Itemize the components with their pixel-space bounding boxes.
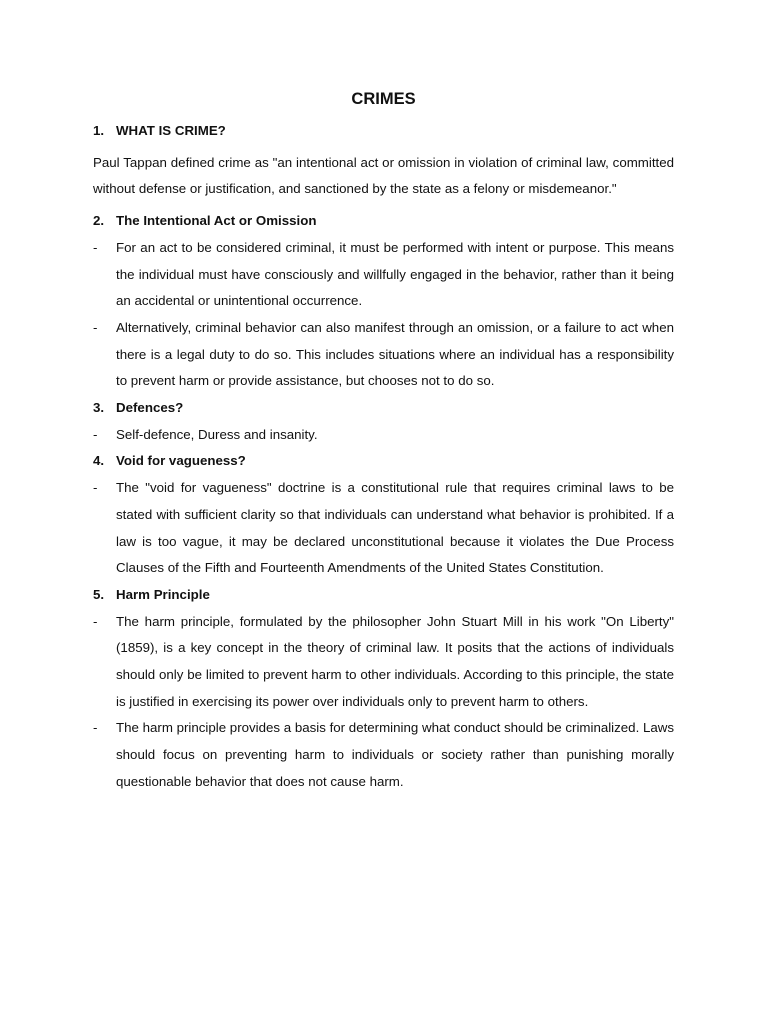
list-item: [93, 609, 674, 716]
list-item: [93, 475, 674, 582]
section-number: 1.: [93, 123, 105, 138]
section-heading-5: [93, 582, 674, 609]
list-item-text: The harm principle provides a basis for determining what conduct should be criminalized. Laws should focus on preventing harm to individuals or society rather than punishing morally questionable behavior that does not cause harm.: [116, 720, 675, 789]
bullet-marker: -: [93, 239, 98, 255]
section-title: The Intentional Act or Omission: [116, 213, 317, 229]
section-title: Void for vagueness?: [116, 453, 246, 469]
list-item: [93, 715, 674, 795]
list-item-text: The harm principle, formulated by the philosopher John Stuart Mill in his work "On Liberty" (1859), is a key concept in the theory of criminal law. It posits that the actions of individuals should only be limited to prevent harm to other individuals. According to this principle, the state is justified in exercising its power over individuals only to prevent harm to others.: [116, 613, 674, 709]
bullet-marker: -: [93, 480, 98, 496]
section-heading-3: [93, 395, 674, 422]
section-title: WHAT IS CRIME?: [116, 123, 226, 138]
section-number: 2.: [93, 213, 105, 229]
list-item: [93, 235, 674, 315]
section-title: Defences?: [116, 400, 184, 416]
section-number: 3.: [93, 400, 105, 416]
bullet-marker: -: [93, 720, 98, 736]
section-heading-4: [93, 448, 674, 475]
list-item-text: Self-defence, Duress and insanity.: [116, 426, 318, 442]
section-heading-2: [93, 208, 674, 235]
list-item-text: The "void for vagueness" doctrine is a constitutional rule that requires criminal laws to be stated with sufficient clarity so that individuals can understand what behavior is prohibited. If a law is too vague, it may be declared unconstitutional because it violates the Due Process Clauses of the Fifth and Fourteenth Amendments of the United States Constitution.: [116, 480, 674, 576]
section-number: 5.: [93, 586, 105, 602]
list-item-text: Alternatively, criminal behavior can also manifest through an omission, or a failure to act when there is a legal duty to do so. This includes situations where an individual has a responsibility to prevent harm or provide assistance, but chooses not to do so.: [116, 319, 674, 389]
page-title: CRIMES: [351, 90, 416, 108]
list-item: [93, 315, 674, 395]
bullet-marker: -: [93, 426, 98, 442]
bullet-marker: -: [93, 319, 98, 335]
list-item-text: For an act to be considered criminal, it must be performed with intent or purpose. This means the individual must have consciously and willfully engaged in the behavior, rather than it being an accidental or unintentional occurrence.: [116, 239, 674, 309]
section-heading-1: [93, 118, 674, 145]
list-item: [93, 422, 674, 449]
section-title: Harm Principle: [116, 586, 210, 602]
section-number: 4.: [93, 453, 105, 469]
bullet-marker: -: [93, 613, 98, 629]
section-paragraph: Paul Tappan defined crime as "an intentional act or omission in violation of criminal law, committed without defense or justification, and sanctioned by the state as a felony or misdemeanor.": [93, 154, 674, 197]
